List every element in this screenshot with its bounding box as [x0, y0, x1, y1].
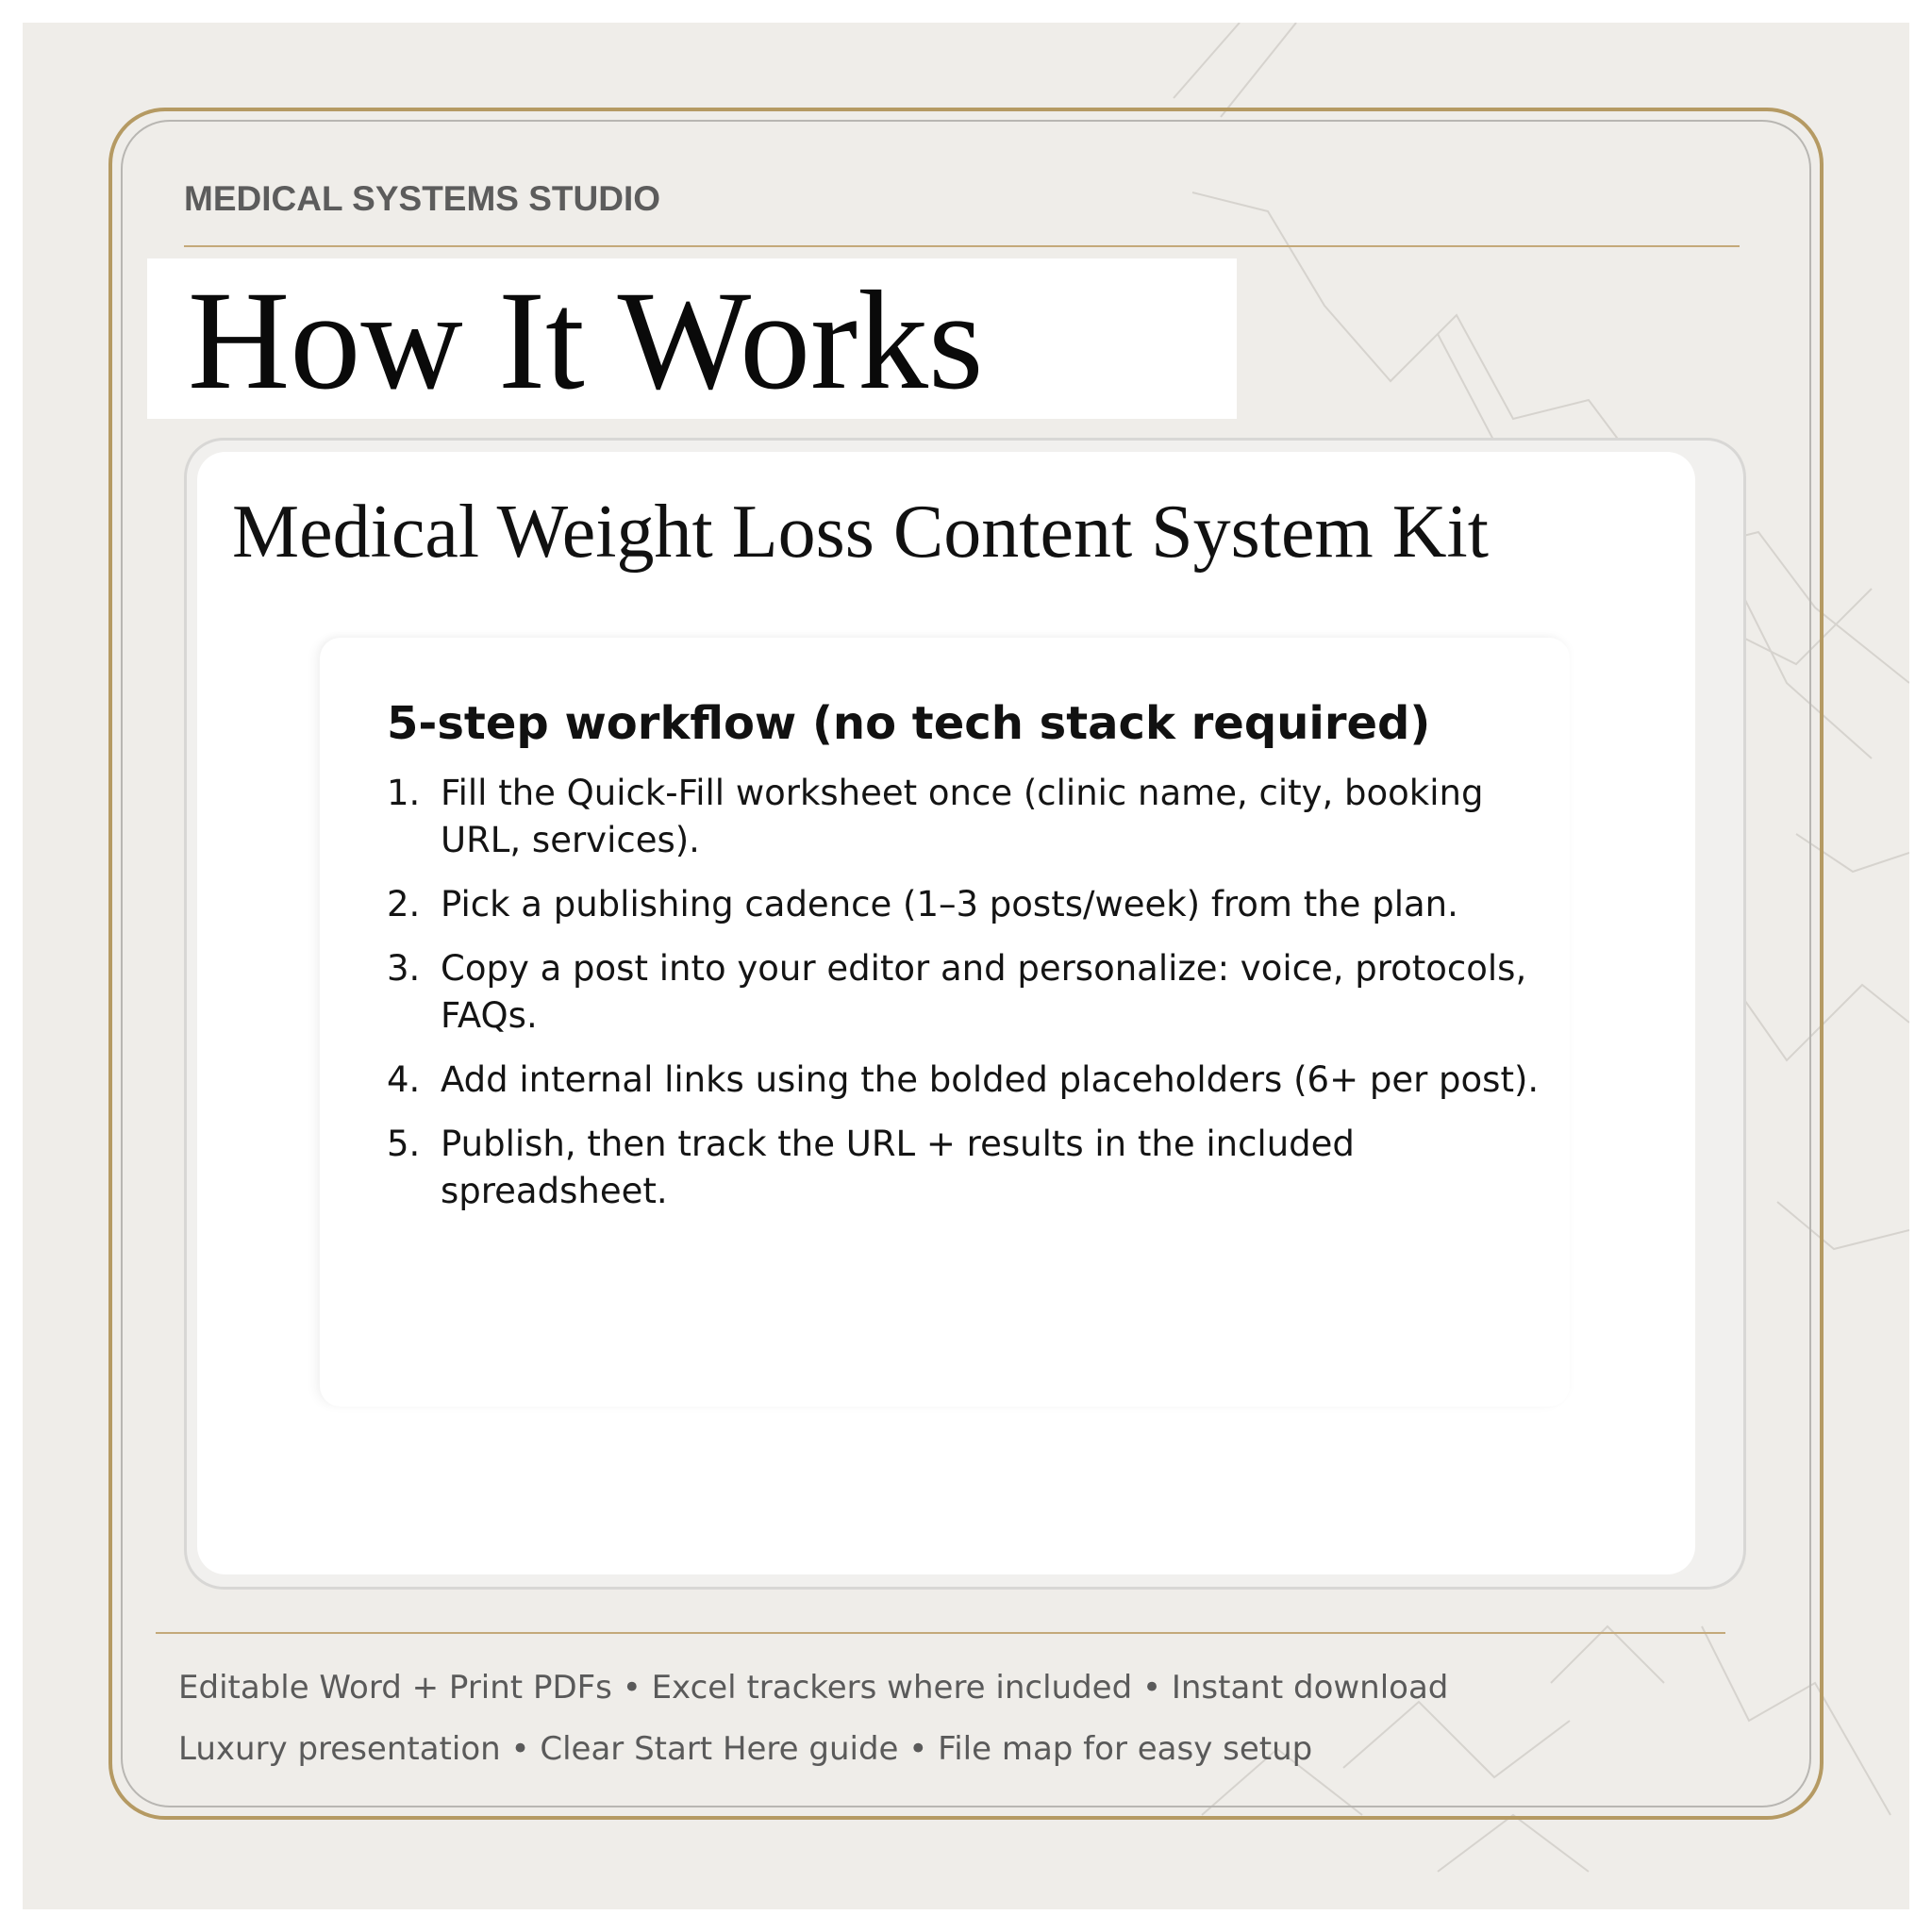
step-number: 4.: [387, 1059, 421, 1100]
brand-name: MEDICAL SYSTEMS STUDIO: [184, 179, 661, 218]
top-divider: [184, 245, 1740, 247]
workflow-steps-list: [387, 770, 1566, 1232]
step-text: Publish, then track the URL + results in the included spreadsheet.: [441, 1124, 1355, 1211]
workflow-heading: 5-step workflow (no tech stack required): [387, 697, 1431, 750]
step-text: Pick a publishing cadence (1–3 posts/week) from the plan.: [441, 884, 1458, 924]
step-text: Copy a post into your editor and personalize: voice, protocols, FAQs.: [441, 948, 1527, 1036]
step-number: 2.: [387, 884, 421, 924]
workflow-step: [387, 770, 1566, 864]
workflow-step: [387, 945, 1566, 1040]
page-title: How It Works: [188, 262, 984, 419]
footer-features-line-2: Luxury presentation • Clear Start Here guide • File map for easy setup: [178, 1730, 1313, 1768]
workflow-step: [387, 1057, 1566, 1104]
poster-canvas: [23, 23, 1909, 1909]
workflow-step: [387, 1121, 1566, 1215]
step-number: 1.: [387, 773, 421, 813]
step-number: 5.: [387, 1124, 421, 1164]
step-text: Fill the Quick-Fill worksheet once (clinic name, city, booking URL, services).: [441, 773, 1484, 860]
footer-features-line-1: Editable Word + Print PDFs • Excel trackers where included • Instant download: [178, 1669, 1449, 1707]
step-text: Add internal links using the bolded placeholders (6+ per post).: [441, 1059, 1540, 1100]
product-subtitle: Medical Weight Loss Content System Kit: [232, 491, 1489, 574]
workflow-step: [387, 881, 1566, 928]
step-number: 3.: [387, 948, 421, 989]
bottom-divider: [156, 1632, 1725, 1634]
